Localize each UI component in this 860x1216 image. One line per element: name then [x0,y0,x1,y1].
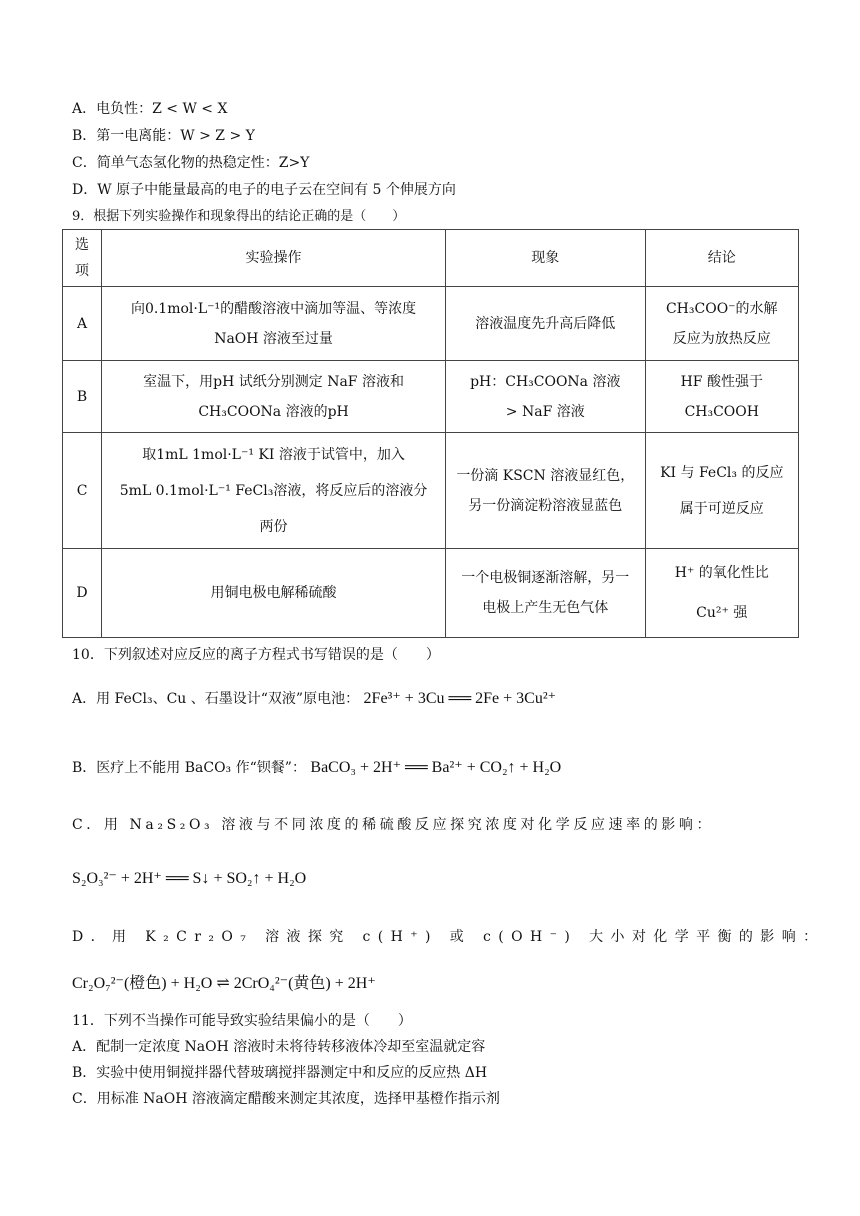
q8-option-c: C．简单气态氢化物的热稳定性：Z>Y [72,155,310,171]
q10-option-b: B．医疗上不能用 BaCO₃ 作“钡餐”： BaCO₃ + 2H⁺ ══ Ba²⁺ + CO₂↑ + H₂O [72,759,562,776]
q9-stem: 9．根据下列实验操作和现象得出的结论正确的是（ ） [72,209,406,224]
phenomenon-cell: 一个电极铜逐渐溶解，另一 电极上产生无色气体 [446,549,646,638]
header-operation: 实验操作 [102,230,446,287]
phenomenon-cell: 溶液温度先升高后降低 [446,287,646,361]
q8-option-a: A．电负性：Z < W < X [72,101,228,117]
conclusion-cell: CH₃COO⁻的水解 反应为放热反应 [645,287,798,361]
q10-option-a: A．用 FeCl₃、Cu 、石墨设计“双液”原电池： 2Fe³⁺ + 3Cu ══ 2Fe + 3Cu²⁺ [72,690,557,707]
equation: 2Fe³⁺ + 3Cu ══ 2Fe + 3Cu²⁺ [363,690,557,707]
q10-option-d-equation: Cr₂O₇²⁻(橙色) + H₂O ⇌ 2CrO₄²⁻(黄色) + 2H⁺ [72,975,376,992]
header-option: 选 项 [63,230,102,287]
q9-experiment-table [62,229,799,638]
table-row [63,433,799,549]
q11-option-a: A．配制一定浓度 NaOH 溶液时未将待转移液体冷却至室温就定容 [72,1039,486,1055]
q8-option-b: B．第一电离能：W > Z > Y [72,128,255,144]
phenomenon-cell: 一份滴 KSCN 溶液显红色， 另一份滴淀粉溶液显蓝色 [446,433,646,549]
operation-cell: 向0.1mol·L⁻¹的醋酸溶液中滴加等温、等浓度 NaOH 溶液至过量 [102,287,446,361]
operation-cell: 室温下，用pH 试纸分别测定 NaF 溶液和 CH₃COONa 溶液的pH [102,361,446,433]
q10-stem: 10．下列叙述对应反应的离子方程式书写错误的是（ ） [72,647,440,663]
equation: BaCO₃ + 2H⁺ ══ Ba²⁺ + CO₂↑ + H₂O [310,759,562,776]
table-row [63,287,799,361]
row-label: C [63,433,102,549]
q11-option-b: B．实验中使用铜搅拌器代替玻璃搅拌器测定中和反应的反应热 ΔH [72,1065,488,1081]
q8-option-d: D．W 原子中能量最高的电子的电子云在空间有 5 个伸展方向 [72,182,456,198]
header-conclusion: 结论 [645,230,798,287]
q11-stem: 11．下列不当操作可能导致实验结果偏小的是（ ） [72,1013,412,1029]
row-label: A [63,287,102,361]
row-label: B [63,361,102,433]
table-row [63,361,799,433]
q10-option-c-equation: S₂O₃²⁻ + 2H⁺ ══ S↓ + SO₂↑ + H₂O [72,870,307,887]
header-phenomenon: 现象 [446,230,646,287]
operation-cell: 用铜电极电解稀硫酸 [102,549,446,638]
q10-option-c: C．用 Na₂S₂O₃ 溶液与不同浓度的稀硫酸反应探究浓度对化学反应速率的影响： [72,817,715,833]
q10-option-d: D．用 K₂Cr₂O₇ 溶液探究 c(H⁺) 或 c(OH⁻) 大小对化学平衡的影响： [72,929,825,945]
table-header-row [63,230,799,287]
conclusion-cell: HF 酸性强于 CH₃COOH [645,361,798,433]
table-row [63,549,799,638]
q11-option-c: C．用标准 NaOH 溶液滴定醋酸来测定其浓度，选择甲基橙作指示剂 [72,1091,500,1107]
conclusion-cell: KI 与 FeCl₃ 的反应 属于可逆反应 [645,433,798,549]
conclusion-cell: H⁺ 的氧化性比 Cu²⁺ 强 [645,549,798,638]
phenomenon-cell: pH：CH₃COONa 溶液 > NaF 溶液 [446,361,646,433]
row-label: D [63,549,102,638]
operation-cell: 取1mL 1mol·L⁻¹ KI 溶液于试管中，加入 5mL 0.1mol·L⁻¹ FeCl₃溶液，将反应后的溶液分 两份 [102,433,446,549]
